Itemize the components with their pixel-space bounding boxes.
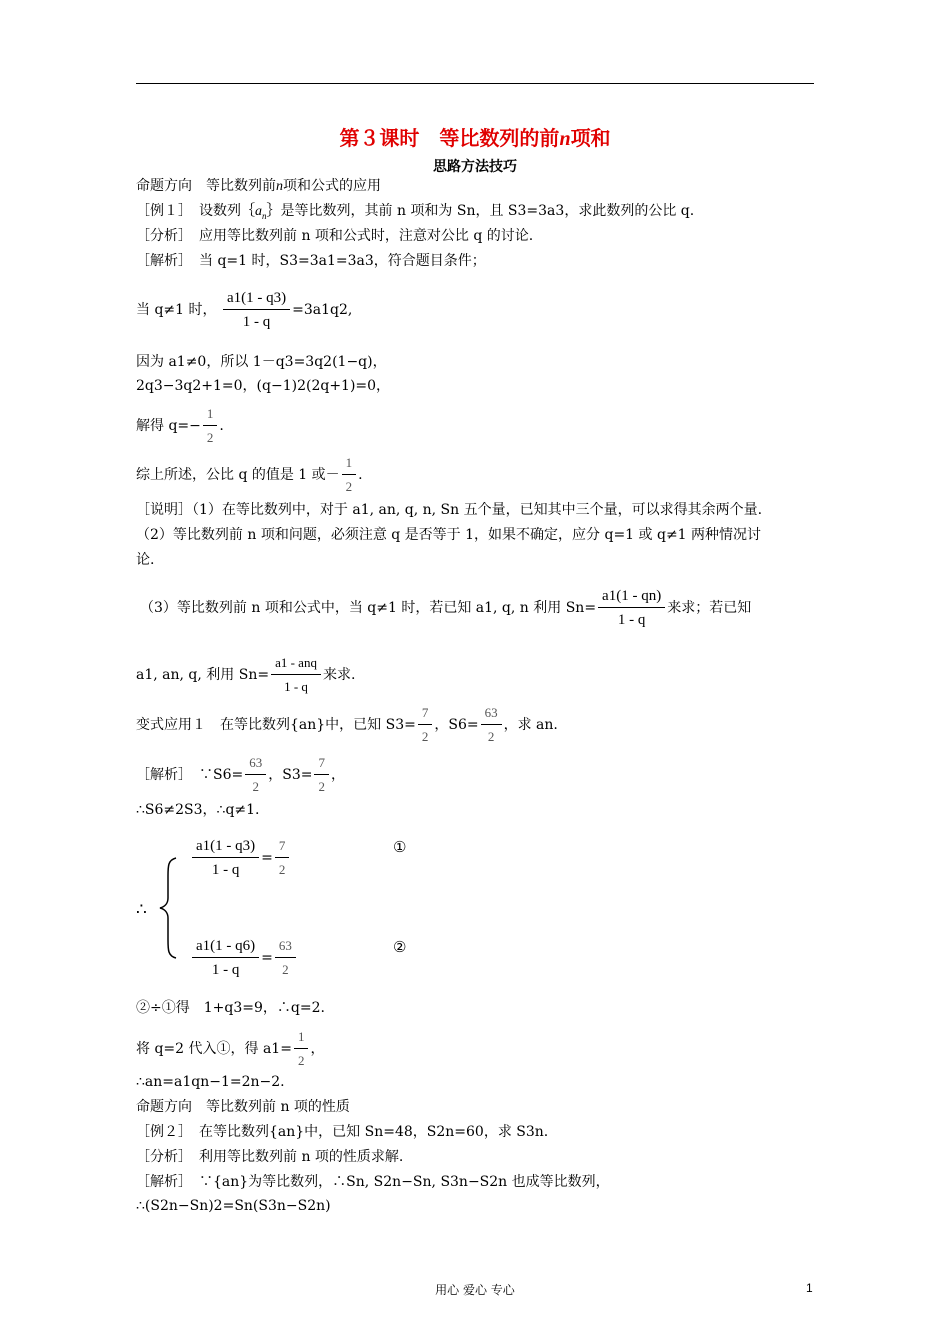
title-prefix: 第３课时 等比数列的前 [339, 126, 560, 150]
fraction-num: a1(1 - qn) [598, 586, 665, 608]
summary-prefix: 综上所述，公比 q 的值是 1 或－ [136, 467, 340, 483]
analysis-1: ［分析］ 应用等比数列前 n 项和公式时，注意对公比 q 的讨论. [136, 228, 534, 244]
note-3 [140, 586, 751, 630]
fraction [314, 753, 329, 797]
page-footer: 用心 爱心 专心 [435, 1283, 515, 1297]
line-poly: 2q3−3q2+1=0，(q−1)2(2q+1)=0， [136, 378, 391, 394]
note3-suffix: 来求；若已知 [667, 600, 752, 616]
page-title [0, 122, 950, 151]
fraction-num: a1 - anq [271, 653, 321, 675]
summary-suffix: . [358, 467, 363, 483]
fraction-den: 1 - q [211, 862, 240, 878]
fraction-den: 2 [297, 1053, 305, 1068]
sol2-suffix: ， [330, 767, 345, 783]
circled-one: ① [393, 838, 407, 856]
fraction [245, 753, 266, 797]
line-substitute [136, 1027, 324, 1071]
note-2b: 论. [136, 552, 155, 568]
sol2-mid: ，S3= [268, 767, 313, 783]
fraction-den: 1 - q [242, 314, 271, 330]
line-last: ∴(S2n−Sn)2=Sn(S3n−S2n) [136, 1198, 331, 1214]
note3b-suffix: 来求. [322, 667, 356, 683]
fraction-num: a1(1 - q3) [192, 836, 259, 858]
left-brace [158, 856, 178, 960]
fraction-den: 1 - q [211, 962, 240, 978]
line-therefore-1: ∴S6≠2S3，∴q≠1. [136, 802, 260, 818]
fraction-den: 2 [345, 479, 353, 494]
fraction [275, 936, 296, 980]
fraction-den: 1 - q [617, 612, 646, 628]
fraction-den: 2 [487, 729, 495, 744]
section-heading-2: 命题方向 等比数列前 n 项的性质 [136, 1099, 350, 1115]
line-because: 因为 a1≠0，所以 1－q3=3q2(1−q)， [136, 354, 387, 370]
sub-suffix: ， [310, 1041, 325, 1057]
header-rule [136, 83, 814, 84]
line-divide: ②÷①得 1+q3=9，∴q=2. [136, 1000, 325, 1016]
system-eq-2: $\frac{a1(1 - q6)}{1 - q}$ = $\frac{63}{2}$ [190, 936, 298, 980]
fraction [192, 836, 259, 880]
fraction-num: 1 [294, 1027, 309, 1049]
note-1: ［说明］（1）在等比数列中，对于 a1, an, q, n, Sn 五个量，已知其中三个量，可以求得其余两个量. [136, 502, 763, 518]
eq-prefix: 当 q≠1 时， [136, 302, 217, 318]
fraction-den: 2 [282, 962, 289, 977]
fraction-num: 7 [314, 753, 329, 775]
page-number: 1 [806, 1281, 813, 1295]
line-an: ∴an=a1qn−1=2n−2. [136, 1074, 285, 1090]
variant-prefix: 变式应用１ 在等比数列{an}中，已知 S3= [136, 717, 416, 733]
fraction-den: 1 - q [284, 679, 308, 694]
fraction [481, 703, 502, 747]
line-summary [136, 453, 363, 497]
fraction-num: 7 [418, 703, 433, 725]
fraction-den: 2 [252, 779, 259, 794]
fraction [203, 404, 218, 448]
fraction-num: 1 [203, 404, 218, 426]
title-suffix: 项和 [570, 126, 611, 150]
fraction [598, 586, 665, 630]
line-solve [136, 404, 224, 448]
fraction-num: 63 [245, 753, 266, 775]
fraction-num: 7 [275, 836, 290, 858]
system-eq-1: $\frac{a1(1 - q3)}{1 - q}$ = $\frac{7}{2}$ [190, 836, 291, 880]
therefore-symbol: ∴ [136, 900, 147, 920]
equation-line-1 [136, 288, 352, 332]
example-1: ［例１］ 设数列$\{a_n\}$是等比数列，其前 n 项和为 Sn，且 S3=3a3，求此数列的公比 q. [136, 203, 695, 221]
circled-two: ② [393, 938, 407, 956]
solution-1: ［解析］ 当 q=1 时，S3=3a1=3a3，符合题目条件； [136, 253, 486, 269]
heading-text: 命题方向 等比数列前 [136, 178, 276, 194]
fraction [275, 836, 290, 880]
analysis-2: ［分析］ 利用等比数列前 n 项的性质求解. [136, 1149, 404, 1165]
note3-prefix: （3）等比数列前 n 项和公式中，当 q≠1 时，若已知 a1, q, n 利用 Sn= [140, 600, 597, 616]
fraction-den: 2 [318, 779, 325, 794]
eq-rhs: =3a1q2, [292, 302, 353, 318]
variant-mid: ，S6= [434, 717, 479, 733]
fraction [342, 453, 357, 497]
fraction-den: 2 [278, 862, 286, 877]
fraction-num: 1 [342, 453, 357, 475]
solve-prefix: 解得 q=− [136, 418, 201, 434]
note-3b [136, 653, 355, 697]
example-text: 是等比数列，其前 n 项和为 Sn，且 S3=3a3，求此数列的公比 q. [280, 203, 695, 219]
an-var: $a_n$ [255, 204, 267, 221]
fraction [192, 936, 259, 980]
fraction-num: 63 [481, 703, 502, 725]
heading-rest: 项和公式的应用 [283, 178, 381, 194]
title-var: n [559, 128, 571, 150]
variant-suffix: ，求 an. [503, 717, 558, 733]
fraction-num: a1(1 - q6) [192, 936, 259, 958]
note3b-prefix: a1, an, q, 利用 Sn= [136, 667, 270, 683]
solution-3: ［解析］ ∵{an}为等比数列，∴Sn, S2n−Sn, S3n−S2n 也成等比数列， [136, 1174, 610, 1190]
solve-suffix: . [219, 418, 224, 434]
note-2: （2）等比数列前 n 项和问题，必须注意 q 是否等于 1，如果不确定，应分 q=1 或 q≠1 两种情况讨 [136, 527, 762, 543]
section-heading-1 [136, 176, 381, 197]
sol2-prefix: ［解析］ ∵S6= [136, 767, 244, 783]
heading-var: n [276, 179, 283, 194]
example-2: ［例２］ 在等比数列{an}中，已知 Sn=48，S2n=60，求 S3n. [136, 1124, 549, 1140]
fraction [418, 703, 433, 747]
fraction-den: 2 [206, 430, 214, 445]
fraction [223, 288, 290, 332]
fraction-den: 2 [421, 729, 429, 744]
variant-1 [136, 703, 558, 747]
fraction [271, 653, 321, 697]
fraction-num: 63 [275, 936, 296, 958]
fraction [294, 1027, 309, 1071]
sub-prefix: 将 q=2 代入①，得 a1= [136, 1041, 292, 1057]
fraction-num: a1(1 - q3) [223, 288, 290, 310]
page-subtitle: 思路方法技巧 [433, 159, 517, 175]
solution-2 [136, 753, 345, 797]
example-label: ［例１］ 设数列｛ [136, 203, 255, 219]
